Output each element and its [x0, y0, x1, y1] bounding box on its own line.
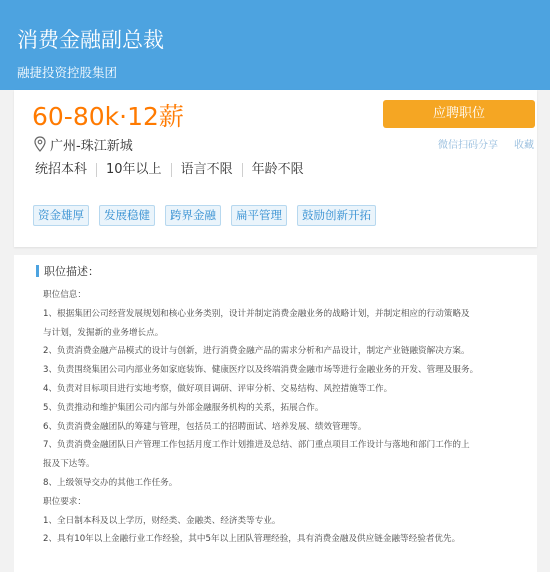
- location: [34, 135, 133, 153]
- description-line: 职位要求：: [43, 496, 86, 507]
- requirement-education: 统招本科: [35, 162, 88, 177]
- requirement-experience: 10年以上: [96, 163, 171, 177]
- job-header: [0, 0, 550, 90]
- requirement-language: 语言不限: [171, 163, 242, 177]
- benefit-tag: 跨界金融: [165, 205, 221, 226]
- description-heading-text: 职位描述：: [44, 265, 99, 278]
- description-line: 1、全日制本科及以上学历，财经类、金融类、经济类等专业。: [43, 515, 281, 526]
- job-summary-card: [14, 90, 537, 247]
- benefit-tags: [33, 205, 386, 226]
- location-pin-icon: [34, 136, 46, 152]
- description-heading: [36, 263, 99, 279]
- favorite-link[interactable]: 收藏: [514, 140, 534, 151]
- description-line: 职位信息：: [43, 290, 86, 300]
- description-line: 5、负责推动和维护集团公司内部与外部金融服务机构的关系，拓展合作。: [43, 402, 324, 413]
- job-description-panel: [14, 255, 537, 572]
- benefit-tag: 发展稳健: [99, 205, 155, 226]
- requirements-row: [35, 163, 313, 177]
- description-line: 报及下达等。: [43, 459, 95, 470]
- description-line: 2、具有10年以上金融行业工作经验，其中5年以上团队管理经验，具有消费金融及供应链金融等经验者优先。: [43, 534, 461, 545]
- apply-button[interactable]: 应聘职位: [383, 100, 535, 128]
- location-text: 广州-珠江新城: [50, 138, 133, 154]
- benefit-tag: 扁平管理: [231, 205, 287, 226]
- salary: 60-80k·12薪: [32, 102, 184, 131]
- wechat-share-link[interactable]: 微信扫码分享: [438, 140, 498, 151]
- benefit-tag: 资金雄厚: [33, 205, 89, 226]
- description-line: 4、负责对目标项目进行实地考察，做好项目调研、评审分析、交易结构、风控措施等工作。: [43, 383, 393, 394]
- description-line: 6、负责消费金融团队的筹建与管理，包括员工的招聘面试、培养发展、绩效管理等。: [43, 421, 367, 432]
- job-title: 消费金融副总裁: [17, 28, 164, 52]
- heading-accent-bar: [36, 265, 39, 277]
- description-line: 8、上级领导交办的其他工作任务。: [43, 477, 178, 488]
- description-line: 7、负责消费金融团队日产管理工作包括月度工作计划推进及总结、部门重点项目工作设计与落地和部门工作的上: [43, 440, 470, 451]
- description-text: [43, 286, 523, 549]
- requirement-age: 年龄不限: [242, 163, 313, 177]
- description-line: 2、负责消费金融产品模式的设计与创新，进行消费金融产品的需求分析和产品设计，制定产业链融资解决方案。: [43, 346, 470, 357]
- description-line: 3、负责围绕集团公司内部业务如家庭装饰、健康医疗以及终端消费金融市场等进行金融业务的开发、管理及服务。: [43, 365, 479, 376]
- description-line: 1、根据集团公司经营发展规划和核心业务类别，设计并制定消费金融业务的战略计划，并制定相应的行动策略及: [43, 308, 470, 319]
- company-name[interactable]: 融捷投资控股集团: [17, 65, 118, 80]
- description-line: 与计划，发掘新的业务增长点。: [43, 327, 164, 338]
- benefit-tag: 鼓励创新开拓: [297, 205, 376, 226]
